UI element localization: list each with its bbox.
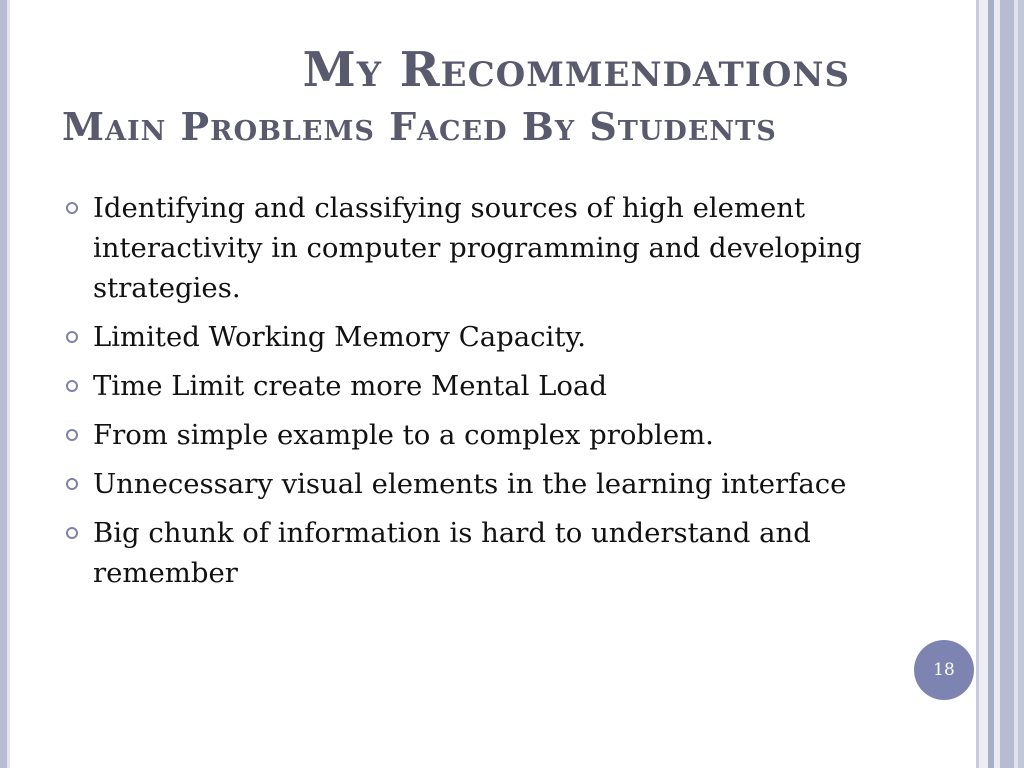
bullet-text: Big chunk of information is hard to understand and remember [93, 517, 811, 589]
bullet-list [64, 188, 864, 602]
bullet-icon [66, 478, 78, 490]
bullet-icon [66, 380, 78, 392]
left-border-decoration [0, 0, 7, 768]
list-item [64, 317, 864, 357]
bullet-icon [66, 429, 78, 441]
bullet-text: Time Limit create more Mental Load [93, 370, 607, 402]
bullet-text: Unnecessary visual elements in the learning interface [93, 468, 847, 500]
list-item [64, 188, 864, 308]
bullet-icon [66, 202, 78, 214]
page-number: 18 [933, 660, 955, 680]
list-item [64, 366, 864, 406]
bullet-text: Limited Working Memory Capacity. [93, 321, 587, 353]
bullet-text: From simple example to a complex problem. [93, 419, 714, 451]
bullet-icon [66, 527, 78, 539]
list-item [64, 415, 864, 455]
page-number-badge [914, 640, 974, 700]
bullet-text: Identifying and classifying sources of high element interactivity in computer programming and developing strategies. [93, 192, 862, 304]
bullet-icon [66, 331, 78, 343]
slide-title: My Recommendations [302, 42, 850, 98]
right-stripe-decoration [976, 0, 1024, 768]
slide-subtitle: Main Problems Faced By Students [62, 104, 777, 149]
list-item [64, 513, 864, 593]
list-item [64, 464, 864, 504]
